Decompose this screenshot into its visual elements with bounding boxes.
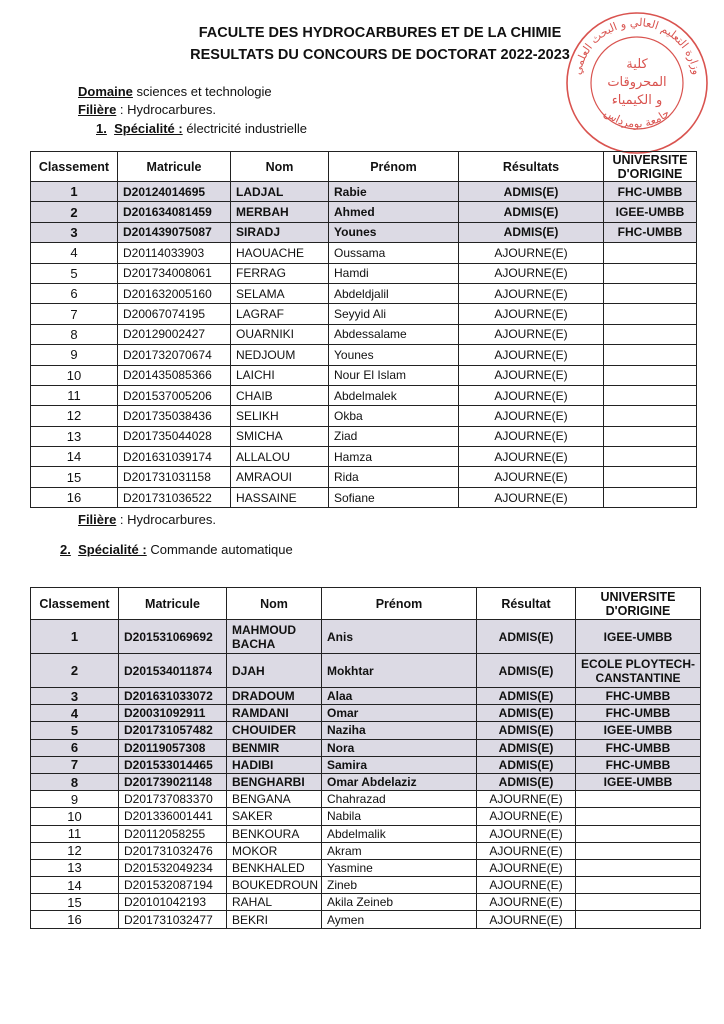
rank-cell: 4 <box>31 705 119 722</box>
column-header: UNIVERSITE D'ORIGINE <box>604 152 697 182</box>
matricule-cell: D201731031158 <box>118 467 231 487</box>
specialite-value: Commande automatique <box>146 542 293 557</box>
column-header: Matricule <box>118 152 231 182</box>
result-cell: AJOURNE(E) <box>459 283 604 303</box>
universite-cell <box>604 487 697 507</box>
universite-cell: IGEE-UMBB <box>576 722 701 739</box>
result-cell: ADMIS(E) <box>477 705 576 722</box>
table-row <box>31 911 701 928</box>
prenom-cell: Okba <box>329 406 459 426</box>
universite-cell <box>604 365 697 385</box>
universite-cell <box>604 243 697 263</box>
prenom-cell: Younes <box>329 222 459 242</box>
prenom-cell: Samira <box>322 756 477 773</box>
rank-cell: 2 <box>31 202 118 222</box>
universite-cell: FHC-UMBB <box>576 705 701 722</box>
matricule-cell: D20031092911 <box>119 705 227 722</box>
svg-text:كلية: كلية <box>626 57 648 72</box>
universite-cell <box>576 911 701 928</box>
matricule-cell: D201533014465 <box>119 756 227 773</box>
filiere-label: Filière <box>78 102 117 117</box>
specialite-line-2 <box>60 541 293 559</box>
rank-cell: 10 <box>31 808 119 825</box>
universite-cell <box>604 426 697 446</box>
result-cell: AJOURNE(E) <box>477 877 576 894</box>
matricule-cell: D201439075087 <box>118 222 231 242</box>
universite-cell <box>576 842 701 859</box>
table-row <box>31 773 701 790</box>
universite-cell <box>604 304 697 324</box>
universite-cell <box>604 406 697 426</box>
table-header-row <box>31 588 701 620</box>
table-row <box>31 467 697 487</box>
table-row <box>31 202 697 222</box>
svg-text:و الكيمياء: و الكيمياء <box>611 93 663 108</box>
rank-cell: 16 <box>31 911 119 928</box>
table-row <box>31 426 697 446</box>
table-row <box>31 487 697 507</box>
rank-cell: 9 <box>31 345 118 365</box>
matricule-cell: D201634081459 <box>118 202 231 222</box>
specialite-label: Spécialité : <box>78 542 147 557</box>
prenom-cell: Rida <box>329 467 459 487</box>
prenom-cell: Anis <box>322 620 477 654</box>
matricule-cell: D201632005160 <box>118 283 231 303</box>
nom-cell: RAMDANI <box>227 705 322 722</box>
matricule-cell: D20124014695 <box>118 182 231 202</box>
matricule-cell: D201631033072 <box>119 688 227 705</box>
universite-cell <box>604 263 697 283</box>
nom-cell: SAKER <box>227 808 322 825</box>
universite-cell: IGEE-UMBB <box>576 773 701 790</box>
universite-cell <box>576 894 701 911</box>
table-row <box>31 620 701 654</box>
column-header: UNIVERSITE D'ORIGINE <box>576 588 701 620</box>
result-cell: AJOURNE(E) <box>477 911 576 928</box>
result-cell: AJOURNE(E) <box>477 859 576 876</box>
rank-cell: 13 <box>31 859 119 876</box>
prenom-cell: Akram <box>322 842 477 859</box>
prenom-cell: Rabie <box>329 182 459 202</box>
table-row <box>31 877 701 894</box>
result-cell: ADMIS(E) <box>477 688 576 705</box>
nom-cell: FERRAG <box>231 263 329 283</box>
table-row <box>31 791 701 808</box>
rank-cell: 5 <box>31 722 119 739</box>
universite-cell: ECOLE PLOYTECH-CANSTANTINE <box>576 654 701 688</box>
column-header: Matricule <box>119 588 227 620</box>
matricule-cell: D201336001441 <box>119 808 227 825</box>
matricule-cell: D201537005206 <box>118 385 231 405</box>
result-cell: AJOURNE(E) <box>459 385 604 405</box>
matricule-cell: D201735044028 <box>118 426 231 446</box>
matricule-cell: D201631039174 <box>118 447 231 467</box>
nom-cell: CHAIB <box>231 385 329 405</box>
nom-cell: BENGHARBI <box>227 773 322 790</box>
svg-text:وزارة التعليم العالي و البحث ا: وزارة التعليم العالي و البحث العلمي <box>570 15 704 76</box>
result-cell: AJOURNE(E) <box>477 894 576 911</box>
nom-cell: NEDJOUM <box>231 345 329 365</box>
result-cell: AJOURNE(E) <box>477 842 576 859</box>
result-cell: ADMIS(E) <box>459 182 604 202</box>
matricule-cell: D201731032476 <box>119 842 227 859</box>
rank-cell: 9 <box>31 791 119 808</box>
specialite-label: Spécialité : <box>114 121 183 136</box>
rank-cell: 8 <box>31 773 119 790</box>
rank-cell: 6 <box>31 739 119 756</box>
result-cell: AJOURNE(E) <box>459 426 604 446</box>
universite-cell <box>604 324 697 344</box>
nom-cell: OUARNIKI <box>231 324 329 344</box>
table-row <box>31 406 697 426</box>
matricule-cell: D201531069692 <box>119 620 227 654</box>
prenom-cell: Zineb <box>322 877 477 894</box>
universite-cell: FHC-UMBB <box>604 182 697 202</box>
prenom-cell: Ziad <box>329 426 459 446</box>
result-cell: ADMIS(E) <box>459 222 604 242</box>
table-row <box>31 808 701 825</box>
rank-cell: 7 <box>31 756 119 773</box>
rank-cell: 15 <box>31 467 118 487</box>
table-row <box>31 263 697 283</box>
matricule-cell: D20101042193 <box>119 894 227 911</box>
nom-cell: BENGANA <box>227 791 322 808</box>
prenom-cell: Sofiane <box>329 487 459 507</box>
results-table-1 <box>30 151 697 508</box>
prenom-cell: Seyyid Ali <box>329 304 459 324</box>
prenom-cell: Yasmine <box>322 859 477 876</box>
column-header: Prénom <box>329 152 459 182</box>
nom-cell: MERBAH <box>231 202 329 222</box>
prenom-cell: Hamdi <box>329 263 459 283</box>
table-row <box>31 243 697 263</box>
nom-cell: CHOUIDER <box>227 722 322 739</box>
result-cell: ADMIS(E) <box>477 722 576 739</box>
table-row <box>31 345 697 365</box>
rank-cell: 15 <box>31 894 119 911</box>
university-stamp <box>562 8 712 158</box>
specialite-number: 2. <box>60 542 71 557</box>
matricule-cell: D201532087194 <box>119 877 227 894</box>
table-row <box>31 447 697 467</box>
rank-cell: 13 <box>31 426 118 446</box>
rank-cell: 8 <box>31 324 118 344</box>
rank-cell: 3 <box>31 688 119 705</box>
universite-cell: FHC-UMBB <box>604 222 697 242</box>
matricule-cell: D20129002427 <box>118 324 231 344</box>
prenom-cell: Alaa <box>322 688 477 705</box>
prenom-cell: Abdelmalek <box>329 385 459 405</box>
svg-text:جامعة بومرداس: جامعة بومرداس <box>601 106 673 131</box>
column-header: Résultat <box>477 588 576 620</box>
rank-cell: 1 <box>31 182 118 202</box>
table-row <box>31 722 701 739</box>
column-header: Classement <box>31 588 119 620</box>
nom-cell: HADIBI <box>227 756 322 773</box>
nom-cell: BENKOURA <box>227 825 322 842</box>
result-cell: AJOURNE(E) <box>459 324 604 344</box>
rank-cell: 3 <box>31 222 118 242</box>
prenom-cell: Nour El Islam <box>329 365 459 385</box>
nom-cell: MAHMOUD BACHA <box>227 620 322 654</box>
nom-cell: DJAH <box>227 654 322 688</box>
result-cell: ADMIS(E) <box>477 739 576 756</box>
specialite-number: 1. <box>96 121 107 136</box>
prenom-cell: Nabila <box>322 808 477 825</box>
result-cell: AJOURNE(E) <box>477 791 576 808</box>
result-cell: AJOURNE(E) <box>459 406 604 426</box>
result-cell: AJOURNE(E) <box>459 304 604 324</box>
prenom-cell: Abdelmalik <box>322 825 477 842</box>
nom-cell: BENKHALED <box>227 859 322 876</box>
result-cell: ADMIS(E) <box>459 202 604 222</box>
result-cell: AJOURNE(E) <box>459 345 604 365</box>
rank-cell: 6 <box>31 283 118 303</box>
prenom-cell: Nora <box>322 739 477 756</box>
table-header-row <box>31 152 697 182</box>
rank-cell: 10 <box>31 365 118 385</box>
rank-cell: 7 <box>31 304 118 324</box>
result-cell: AJOURNE(E) <box>459 243 604 263</box>
universite-cell <box>576 825 701 842</box>
svg-text:المحروقات: المحروقات <box>607 75 667 90</box>
filiere-line-2 <box>78 511 216 529</box>
rank-cell: 4 <box>31 243 118 263</box>
nom-cell: BEKRI <box>227 911 322 928</box>
result-cell: ADMIS(E) <box>477 773 576 790</box>
universite-cell <box>576 859 701 876</box>
prenom-cell: Naziha <box>322 722 477 739</box>
result-cell: AJOURNE(E) <box>477 808 576 825</box>
universite-cell: FHC-UMBB <box>576 739 701 756</box>
rank-cell: 12 <box>31 842 119 859</box>
column-header: Nom <box>231 152 329 182</box>
prenom-cell: Akila Zeineb <box>322 894 477 911</box>
table-row <box>31 654 701 688</box>
table-row <box>31 283 697 303</box>
domaine-value: sciences et technologie <box>132 84 272 99</box>
domaine-label: Domaine <box>78 84 133 99</box>
nom-cell: HAOUACHE <box>231 243 329 263</box>
nom-cell: SIRADJ <box>231 222 329 242</box>
results-table-2 <box>30 587 701 929</box>
prenom-cell: Abdessalame <box>329 324 459 344</box>
nom-cell: LAGRAF <box>231 304 329 324</box>
column-header: Classement <box>31 152 118 182</box>
matricule-cell: D201735038436 <box>118 406 231 426</box>
table-row <box>31 688 701 705</box>
rank-cell: 5 <box>31 263 118 283</box>
table-row <box>31 385 697 405</box>
rank-cell: 14 <box>31 877 119 894</box>
matricule-cell: D201732070674 <box>118 345 231 365</box>
prenom-cell: Younes <box>329 345 459 365</box>
universite-cell <box>604 385 697 405</box>
result-cell: ADMIS(E) <box>477 756 576 773</box>
universite-cell: IGEE-UMBB <box>576 620 701 654</box>
universite-cell <box>604 345 697 365</box>
matricule-cell: D20114033903 <box>118 243 231 263</box>
page-subtitle: RESULTATS DU CONCOURS DE DOCTORAT 2022-2023 <box>190 47 570 63</box>
nom-cell: AMRAOUI <box>231 467 329 487</box>
result-cell: ADMIS(E) <box>477 620 576 654</box>
column-header: Résultats <box>459 152 604 182</box>
nom-cell: MOKOR <box>227 842 322 859</box>
table-row <box>31 756 701 773</box>
matricule-cell: D201534011874 <box>119 654 227 688</box>
table-row <box>31 222 697 242</box>
universite-cell <box>604 283 697 303</box>
rank-cell: 11 <box>31 385 118 405</box>
result-cell: AJOURNE(E) <box>477 825 576 842</box>
matricule-cell: D201739021148 <box>119 773 227 790</box>
page-title: FACULTE DES HYDROCARBURES ET DE LA CHIMIE <box>198 25 562 41</box>
prenom-cell: Omar Abdelaziz <box>322 773 477 790</box>
matricule-cell: D20112058255 <box>119 825 227 842</box>
column-header: Prénom <box>322 588 477 620</box>
nom-cell: RAHAL <box>227 894 322 911</box>
universite-cell <box>576 808 701 825</box>
result-cell: AJOURNE(E) <box>459 467 604 487</box>
prenom-cell: Mokhtar <box>322 654 477 688</box>
universite-cell: FHC-UMBB <box>576 756 701 773</box>
rank-cell: 11 <box>31 825 119 842</box>
universite-cell: IGEE-UMBB <box>604 202 697 222</box>
table-row <box>31 739 701 756</box>
domaine-line <box>78 83 272 101</box>
prenom-cell: Omar <box>322 705 477 722</box>
rank-cell: 14 <box>31 447 118 467</box>
nom-cell: LAICHI <box>231 365 329 385</box>
table-row <box>31 365 697 385</box>
column-header: Nom <box>227 588 322 620</box>
filiere-line-1 <box>78 101 216 119</box>
nom-cell: HASSAINE <box>231 487 329 507</box>
result-cell: AJOURNE(E) <box>459 447 604 467</box>
specialite-line-1 <box>96 120 307 138</box>
result-cell: AJOURNE(E) <box>459 263 604 283</box>
result-cell: AJOURNE(E) <box>459 365 604 385</box>
table-row <box>31 705 701 722</box>
table-row <box>31 182 697 202</box>
universite-cell: FHC-UMBB <box>576 688 701 705</box>
rank-cell: 2 <box>31 654 119 688</box>
matricule-cell: D201737083370 <box>119 791 227 808</box>
prenom-cell: Oussama <box>329 243 459 263</box>
specialite-value: électricité industrielle <box>182 121 307 136</box>
nom-cell: SELAMA <box>231 283 329 303</box>
universite-cell <box>604 467 697 487</box>
prenom-cell: Hamza <box>329 447 459 467</box>
prenom-cell: Chahrazad <box>322 791 477 808</box>
filiere-value: : Hydrocarbures. <box>116 512 216 527</box>
filiere-value: : Hydrocarbures. <box>116 102 216 117</box>
nom-cell: SELIKH <box>231 406 329 426</box>
nom-cell: LADJAL <box>231 182 329 202</box>
table-row <box>31 304 697 324</box>
nom-cell: DRADOUM <box>227 688 322 705</box>
matricule-cell: D20119057308 <box>119 739 227 756</box>
result-cell: AJOURNE(E) <box>459 487 604 507</box>
universite-cell <box>604 447 697 467</box>
matricule-cell: D201532049234 <box>119 859 227 876</box>
prenom-cell: Ahmed <box>329 202 459 222</box>
matricule-cell: D201731036522 <box>118 487 231 507</box>
rank-cell: 12 <box>31 406 118 426</box>
prenom-cell: Abdeldjalil <box>329 283 459 303</box>
matricule-cell: D201734008061 <box>118 263 231 283</box>
matricule-cell: D201731057482 <box>119 722 227 739</box>
table-row <box>31 859 701 876</box>
table-row <box>31 825 701 842</box>
nom-cell: BOUKEDROUN <box>227 877 322 894</box>
nom-cell: BENMIR <box>227 739 322 756</box>
table-row <box>31 324 697 344</box>
rank-cell: 16 <box>31 487 118 507</box>
rank-cell: 1 <box>31 620 119 654</box>
nom-cell: ALLALOU <box>231 447 329 467</box>
prenom-cell: Aymen <box>322 911 477 928</box>
matricule-cell: D201731032477 <box>119 911 227 928</box>
universite-cell <box>576 791 701 808</box>
universite-cell <box>576 877 701 894</box>
filiere-label: Filière <box>78 512 117 527</box>
result-cell: ADMIS(E) <box>477 654 576 688</box>
table-row <box>31 894 701 911</box>
matricule-cell: D201435085366 <box>118 365 231 385</box>
nom-cell: SMICHA <box>231 426 329 446</box>
matricule-cell: D20067074195 <box>118 304 231 324</box>
table-row <box>31 842 701 859</box>
